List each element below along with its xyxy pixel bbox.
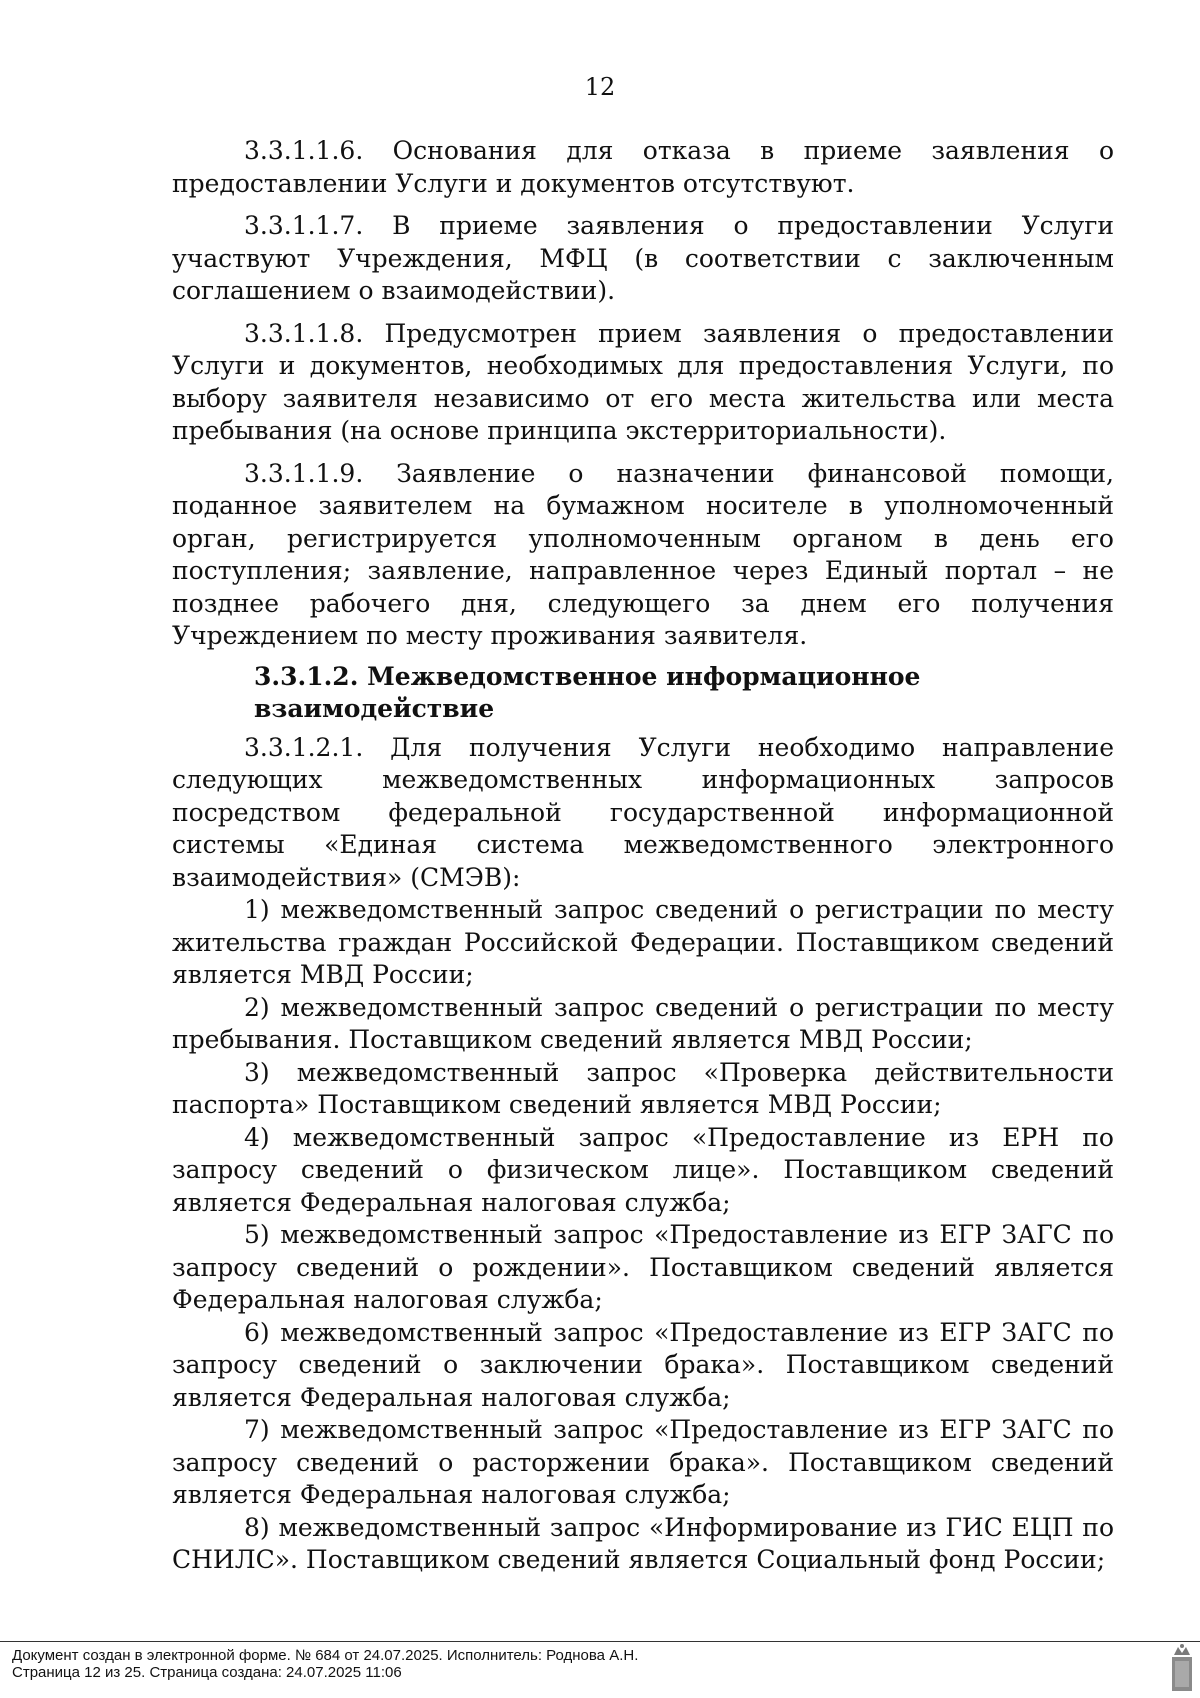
paragraph-3-3-1-2-1: 3.3.1.2.1. Для получения Услуги необходимо направление следующих межведомственных информационных запросов посредством федеральной государственной информационной системы «Единая система межведомственного электронного взаимодействия» (СМЭВ): xyxy=(172,732,1114,892)
paragraph-3-3-1-1-6: 3.3.1.1.6. Основания для отказа в приеме заявления о предоставлении Услуги и документов отсутствуют. xyxy=(172,136,1114,198)
list-item: 5) межведомственный запрос «Предоставление из ЕГР ЗАГС по запросу сведений о рождении». Поставщиком сведений является Федеральная налоговая служба; xyxy=(172,1220,1114,1314)
paragraph-3-3-1-1-9: 3.3.1.1.9. Заявление о назначении финансовой помощи, поданное заявителем на бумажном носителе в уполномоченный орган, регистрируется уполномоченным органом в день его поступления; заявление, направленное через Единый портал – не позднее рабочего дня, следующего за днем его получения Учреждением по месту проживания заявителя. xyxy=(172,458,1114,650)
document-footer xyxy=(12,1647,1112,1681)
coat-of-arms-icon xyxy=(1170,1643,1194,1693)
paragraph-3-3-1-1-7: 3.3.1.1.7. В приеме заявления о предоставлении Услуги участвуют Учреждения, МФЦ (в соответствии с заключенным соглашением о взаимодействии). xyxy=(172,211,1114,305)
section-heading: 3.3.1.2. Межведомственное информационное взаимодействие xyxy=(254,661,921,723)
list-item: 6) межведомственный запрос «Предоставление из ЕГР ЗАГС по запросу сведений о заключении брака». Поставщиком сведений является Федеральная налоговая служба; xyxy=(172,1317,1114,1412)
list-item: 3) межведомственный запрос «Проверка действительности паспорта» Поставщиком сведений является МВД России; xyxy=(172,1057,1114,1119)
footer-divider xyxy=(0,1641,1200,1642)
list-item: 8) межведомственный запрос «Информирование из ГИС ЕЦП по СНИЛС». Поставщиком сведений является Социальный фонд России; xyxy=(172,1512,1114,1574)
footer-document-info: Документ создан в электронной форме. № 684 от 24.07.2025. Исполнитель: Роднова А.Н. xyxy=(12,1647,639,1664)
list-item: 4) межведомственный запрос «Предоставление из ЕРН по запросу сведений о физическом лице». Поставщиком сведений является Федеральная налоговая служба; xyxy=(172,1122,1114,1217)
list-item: 2) межведомственный запрос сведений о регистрации по месту пребывания. Поставщиком сведений является МВД России; xyxy=(172,992,1114,1054)
footer-page-info: Страница 12 из 25. Страница создана: 24.07.2025 11:06 xyxy=(12,1664,402,1681)
document-body xyxy=(172,135,1114,1577)
paragraph-3-3-1-1-8: 3.3.1.1.8. Предусмотрен прием заявления о предоставлении Услуги и документов, необходимых для предоставления Услуги, по выбору заявителя независимо от его места жительства или места пребывания (на основе принципа экстерриториальности). xyxy=(172,318,1114,445)
list-item: 1) межведомственный запрос сведений о регистрации по месту жительства граждан Российской Федерации. Поставщиком сведений является МВД России; xyxy=(172,895,1114,989)
page-number: 12 xyxy=(584,73,616,101)
list-item: 7) межведомственный запрос «Предоставление из ЕГР ЗАГС по запросу сведений о расторжении брака». Поставщиком сведений является Федеральная налоговая служба; xyxy=(172,1415,1114,1509)
